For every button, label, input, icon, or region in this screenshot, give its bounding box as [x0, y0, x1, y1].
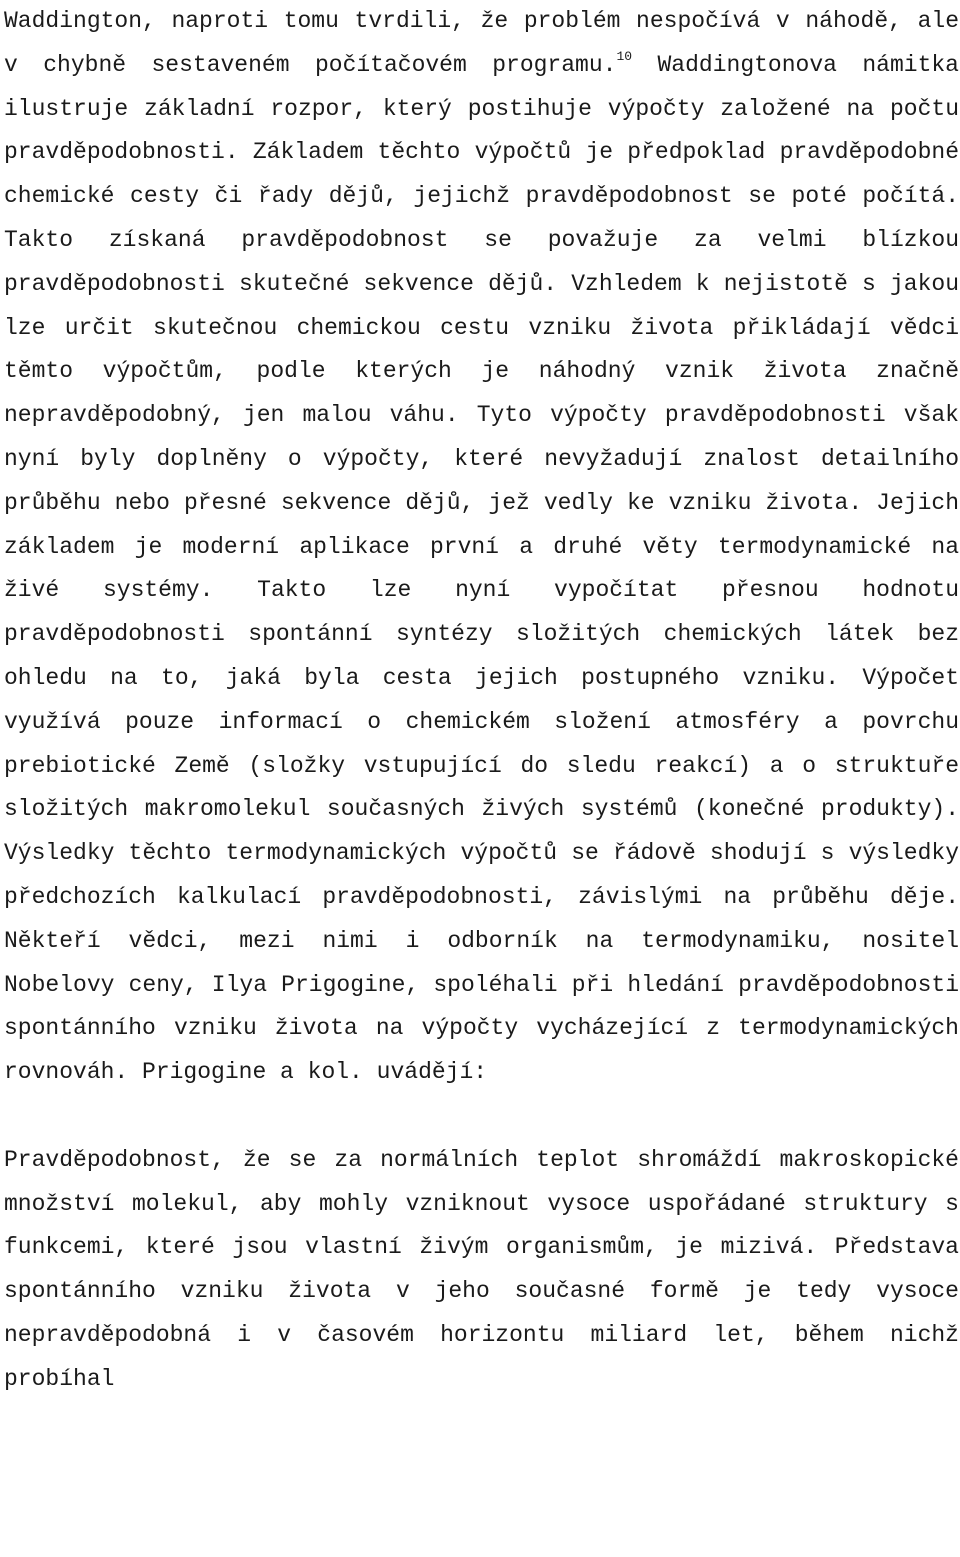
paragraph-quote: Pravděpodobnost, že se za normálních teplot shromáždí makroskopické množství molekul, aby mohly vzniknout vysoce uspořádané struktury s funkcemi, které jsou vlastní živým organismům, je mizivá. Představa spontánního vzniku života v jeho současné formě je tedy vysoce nepravděpodobná i v časovém horizontu miliard let, během nichž probíhal [4, 1146, 959, 1392]
document-page [4, 0, 959, 1402]
paragraph-main-start: Waddington, naproti tomu tvrdili, že problém nespočívá v náhodě, ale v chybně sestaveném počítačovém programu. [4, 8, 959, 78]
footnote-reference[interactable]: 10 [616, 48, 633, 64]
paragraph-main [4, 0, 959, 1095]
paragraph-main-rest: Waddingtonova námitka ilustruje základní rozpor, který postihuje výpočty založené na počtu pravděpodobnosti. Základem těchto výpočtů je předpoklad pravděpodobné chemické cesty či řady dějů, jejichž pravděpodobnost se poté počítá. Takto získaná pravděpodobnost se považuje za velmi blízkou pravděpodobnosti skutečné sekvence dějů. Vzhledem k nejistotě s jakou lze určit skutečnou chemickou cestu vzniku života přikládají vědci těmto výpočtům, podle kterých je náhodný vznik života značně nepravděpodobný, jen malou váhu. Tyto výpočty pravděpodobnosti však nyní byly doplněny o výpočty, které nevyžadují znalost detailního průběhu nebo přesné sekvence dějů, jež vedly ke vzniku života. Jejich základem je moderní aplikace první a druhé věty termodynamické na živé systémy. Takto lze nyní vypočítat přesnou hodnotu pravděpodobnosti spontánní syntézy složitých chemických látek bez ohledu na to, jaká byla cesta jejich postupného vzniku. Výpočet využívá pouze informací o chemickém složení atmosféry a povrchu prebiotické Země (složky vstupující do sledu reakcí) a o struktuře složitých makromolekul současných živých systémů (konečné produkty). Výsledky těchto termodynamických výpočtů se řádově shodují s výsledky předchozích kalkulací pravděpodobnosti, závislými na průběhu děje. Někteří vědci, mezi nimi i odborník na termodynamiku, nositel Nobelovy ceny, Ilya Prigogine, spoléhali při hledání pravděpodobnosti spontánního vzniku života na výpočty vycházející z termodynamických rovnováh. Prigogine a kol. uvádějí: [4, 51, 959, 1086]
